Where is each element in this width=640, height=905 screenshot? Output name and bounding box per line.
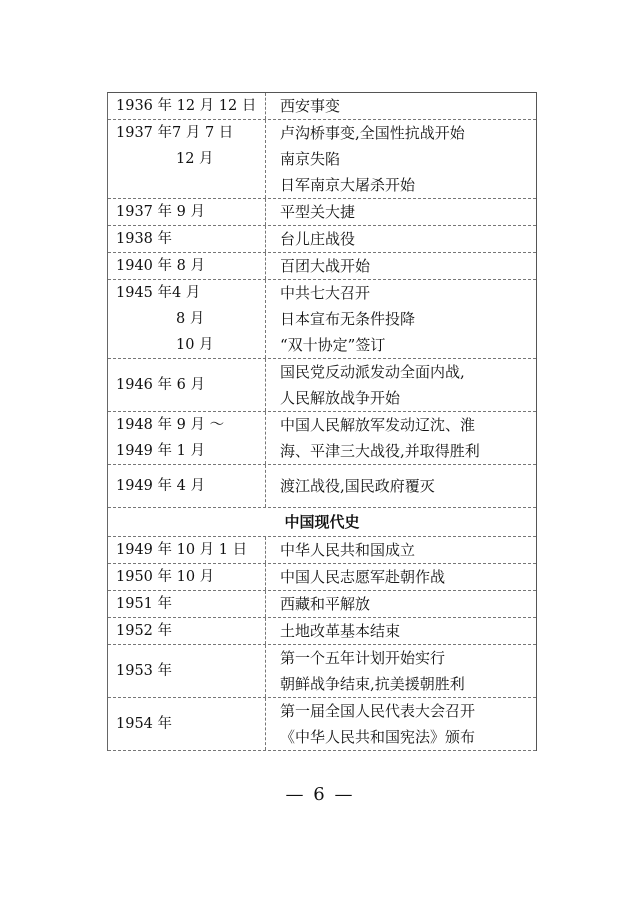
date-cell <box>108 120 266 198</box>
event-text: 南京失陷 <box>280 150 341 168</box>
date-cell <box>108 591 266 617</box>
event-text: 渡江战役,国民政府覆灭 <box>280 477 435 495</box>
event-text: 中国人民解放军发动辽沈、淮 <box>280 416 476 434</box>
date-text: 1952 年 <box>116 623 173 639</box>
event-text: 国民党反动派发动全面内战, <box>280 363 465 381</box>
date-text: 8 月 <box>176 311 205 327</box>
event-text: 西安事变 <box>280 97 341 115</box>
date-cell <box>108 359 266 411</box>
date-text: 1946 年 6 月 <box>116 377 205 393</box>
date-text: 1949 年 10 月 1 日 <box>116 542 248 558</box>
event-cell <box>266 591 536 617</box>
page-number: — 6 — <box>285 784 355 805</box>
table-row <box>108 591 536 618</box>
table-row <box>108 93 536 120</box>
event-text: 中国人民志愿军赴朝作战 <box>280 568 446 586</box>
table-row <box>108 412 536 465</box>
event-cell <box>266 253 536 279</box>
event-cell <box>266 412 536 464</box>
event-cell <box>266 199 536 225</box>
date-text: 12 月 <box>176 151 214 167</box>
event-text: 台儿庄战役 <box>280 230 356 248</box>
event-cell <box>266 280 536 358</box>
date-cell <box>108 412 266 464</box>
date-text: 10 月 <box>176 337 214 353</box>
date-text: 1937 年7 月 7 日 <box>116 125 234 141</box>
event-text: 百团大战开始 <box>280 257 371 275</box>
date-text: 1937 年 9 月 <box>116 204 205 220</box>
event-text: “双十协定”签订 <box>280 336 386 354</box>
event-cell <box>266 645 536 697</box>
chronology-table <box>107 92 537 751</box>
section-header-row <box>108 508 536 537</box>
table-row <box>108 698 536 751</box>
event-text: 人民解放战争开始 <box>280 389 401 407</box>
event-text: 第一届全国人民代表大会召开 <box>280 702 476 720</box>
event-cell <box>266 120 536 198</box>
section-title: 中国现代史 <box>284 513 360 531</box>
date-text: 1953 年 <box>116 663 173 679</box>
date-cell <box>108 645 266 697</box>
event-text: 日军南京大屠杀开始 <box>280 176 416 194</box>
event-text: 土地改革基本结束 <box>280 622 401 640</box>
date-text: 1950 年 10 月 <box>116 569 215 585</box>
event-cell <box>266 359 536 411</box>
date-text: 1949 年 4 月 <box>116 478 205 494</box>
table-row <box>108 645 536 698</box>
event-cell <box>266 618 536 644</box>
event-cell <box>266 93 536 119</box>
event-text: 海、平津三大战役,并取得胜利 <box>280 442 480 460</box>
event-cell <box>266 698 536 750</box>
event-cell <box>266 537 536 563</box>
event-cell <box>266 465 536 507</box>
date-cell <box>108 618 266 644</box>
table-row <box>108 280 536 359</box>
event-text: 中共七大召开 <box>280 284 371 302</box>
date-cell <box>108 698 266 750</box>
date-text: 1945 年4 月 <box>116 285 201 301</box>
event-text: 《中华人民共和国宪法》颁布 <box>280 728 476 746</box>
table-row <box>108 253 536 280</box>
date-cell <box>108 564 266 590</box>
table-row <box>108 359 536 412</box>
table-row <box>108 465 536 508</box>
event-text: 朝鲜战争结束,抗美援朝胜利 <box>280 675 465 693</box>
table-row <box>108 618 536 645</box>
table-row <box>108 199 536 226</box>
date-text: 1954 年 <box>116 716 173 732</box>
event-text: 第一个五年计划开始实行 <box>280 649 446 667</box>
event-text: 平型关大捷 <box>280 203 356 221</box>
date-text: 1948 年 9 月 ～ <box>116 417 225 433</box>
table-row <box>108 564 536 591</box>
date-cell <box>108 199 266 225</box>
table-row <box>108 537 536 564</box>
date-cell <box>108 253 266 279</box>
date-text: 1940 年 8 月 <box>116 258 205 274</box>
event-text: 西藏和平解放 <box>280 595 371 613</box>
event-cell <box>266 564 536 590</box>
date-cell <box>108 465 266 507</box>
table-row <box>108 226 536 253</box>
date-text: 1949 年 1 月 <box>116 443 205 459</box>
event-text: 日本宣布无条件投降 <box>280 310 416 328</box>
date-text: 1936 年 12 月 12 日 <box>116 98 257 114</box>
event-cell <box>266 226 536 252</box>
date-text: 1938 年 <box>116 231 173 247</box>
date-text: 1951 年 <box>116 596 173 612</box>
date-cell <box>108 93 266 119</box>
event-text: 中华人民共和国成立 <box>280 541 416 559</box>
date-cell <box>108 537 266 563</box>
event-text: 卢沟桥事变,全国性抗战开始 <box>280 124 465 142</box>
date-cell <box>108 226 266 252</box>
date-cell <box>108 280 266 358</box>
table-row <box>108 120 536 199</box>
